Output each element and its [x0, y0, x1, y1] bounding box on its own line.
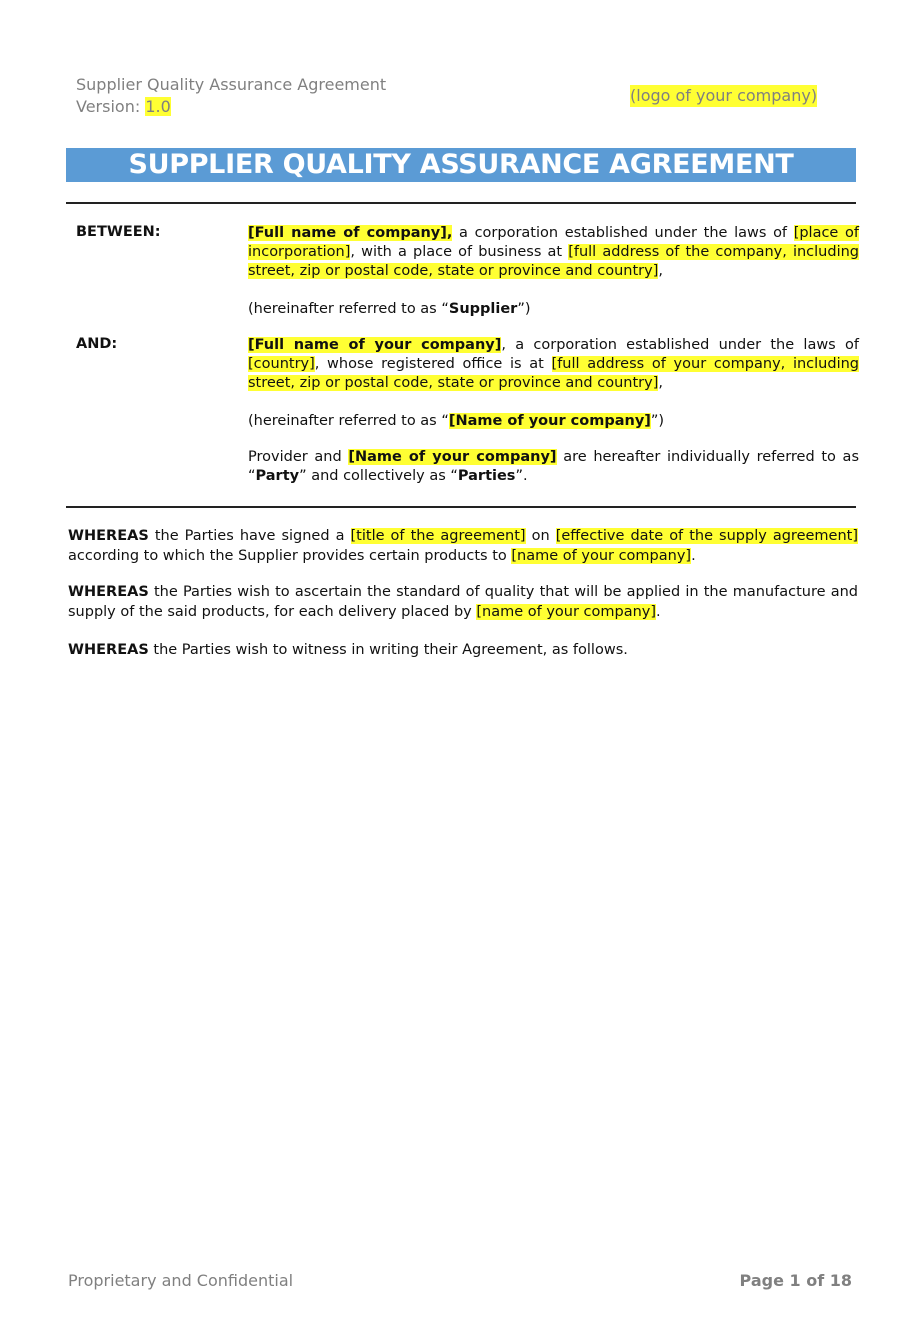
recital-1: WHEREAS the Parties have signed a [title of the agreement] on [effective date of the supply agreement] according to which the Supplier provides certain products to [name of your company].: [68, 528, 858, 564]
supplier-address: [full address of the company, including street, zip or postal code, state or province and country]: [248, 244, 859, 279]
company-name: [Full name of your company]: [248, 337, 502, 353]
document-name: Supplier Quality Assurance Agreement: [76, 75, 387, 94]
supplier-reference: (hereinafter referred to as “Supplier”): [248, 301, 531, 317]
version-line: [76, 96, 386, 118]
divider-bottom: [66, 506, 856, 508]
divider-top: [66, 202, 856, 204]
recital-3: WHEREAS the Parties wish to witness in writing their Agreement, as follows.: [68, 642, 628, 658]
version-label: Version:: [76, 97, 141, 116]
company-country: [country]: [248, 356, 315, 372]
and-label: AND:: [76, 336, 118, 352]
between-label: BETWEEN:: [76, 224, 161, 240]
footer-confidential: Proprietary and Confidential: [68, 1271, 294, 1290]
supplier-block: [Full name of company], a corporation established under the laws of [place of incorporation], with a place of business at [full address of the company, including street, zip or postal code, state or province and country],: [248, 225, 859, 279]
page-title: SUPPLIER QUALITY ASSURANCE AGREEMENT: [66, 148, 856, 182]
logo-placeholder: (logo of your company): [630, 86, 818, 105]
version-value: 1.0: [145, 97, 171, 116]
recital-2: WHEREAS the Parties wish to ascertain the standard of quality that will be applied in the manufacture and supply of the said products, for each delivery placed by [name of your company].: [68, 584, 858, 620]
supplier-name: [Full name of company],: [248, 225, 453, 241]
company-block: [Full name of your company], a corporation established under the laws of [country], whose registered office is at [full address of your company, including street, zip or postal code, state or province and country],: [248, 337, 859, 391]
collective-definition: Provider and [Name of your company] are hereafter individually referred to as “Party” and collectively as “Parties”.: [248, 449, 860, 484]
company-address: [full address of your company, including street, zip or postal code, state or province and country]: [248, 356, 859, 391]
document-header: [76, 74, 386, 118]
footer-page-number: Page 1 of 18: [739, 1271, 852, 1290]
supplier-place: [place of incorporation]: [248, 225, 859, 260]
company-reference: (hereinafter referred to as “[Name of your company]”): [248, 413, 665, 429]
